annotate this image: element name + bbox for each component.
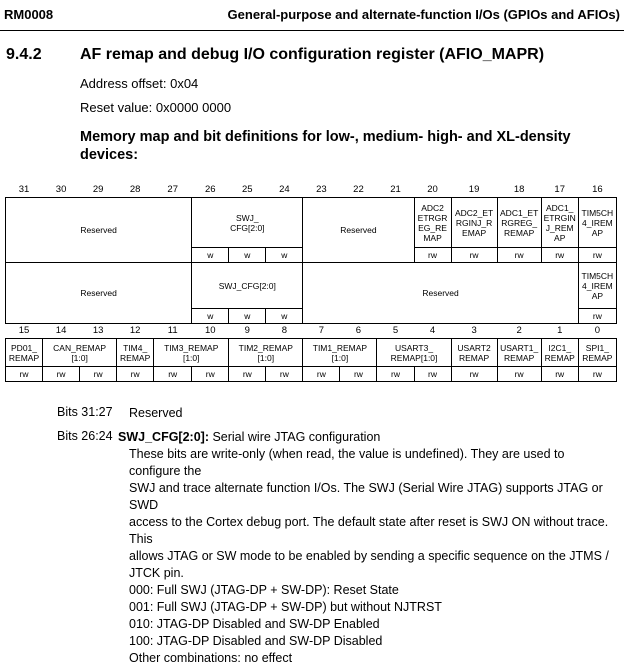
access-rw: rw (266, 367, 303, 382)
field-swj-cfg: SWJ_ CFG[2:0] (192, 198, 303, 248)
bits-26-24-heading (118, 429, 380, 446)
field-spi1-remap: SPI1_ REMAP (578, 339, 616, 367)
access-rw: rw (451, 248, 497, 263)
bit-number: 29 (92, 184, 104, 195)
access-rw: rw (117, 367, 154, 382)
page-header (0, 0, 624, 31)
bit-number: 23 (316, 184, 327, 195)
bit-number: 9 (244, 325, 250, 336)
bit-number: 8 (281, 325, 287, 336)
document-id: RM0008 (4, 7, 54, 22)
field-adc2-etrginj-remap: ADC2_ET RGINJ_R EMAP (451, 198, 497, 248)
chapter-title: General-purpose and alternate-function I/Os (GPIOs and AFIOs) (227, 7, 620, 22)
bit-number: 25 (242, 184, 253, 195)
access-rw: rw (414, 248, 451, 263)
field-adc1-etrgreg-remap: ADC1_ET RGREG_ REMAP (497, 198, 541, 248)
field-swj-cfg: SWJ_CFG[2:0] (192, 263, 303, 309)
field-adc1-etrginj-remap: ADC1_ ETRGIN J_REM AP (541, 198, 578, 248)
bit-number: 0 (594, 325, 601, 336)
bit-number: 18 (513, 184, 525, 195)
bit-number: 20 (427, 184, 438, 195)
access-rw: rw (303, 367, 340, 382)
field-usart1-remap: USART1_ REMAP (497, 339, 541, 367)
section-number: 9.4.2 (6, 46, 42, 63)
access-rw: rw (578, 309, 616, 324)
access-row (6, 367, 617, 382)
bit-number: 21 (390, 184, 401, 195)
field-can-remap: CAN_REMAP [1:0] (43, 339, 117, 367)
field-reserved: Reserved (303, 198, 414, 263)
address-offset: Address offset: 0x04 (80, 76, 199, 91)
bit-number: 28 (129, 184, 141, 195)
access-rw: rw (43, 367, 80, 382)
bits-31-27-label: Bits 31:27 (57, 405, 113, 419)
bit-number: 14 (55, 325, 67, 336)
access-rw: rw (451, 367, 497, 382)
access-w: w (266, 309, 303, 324)
field-tim1-remap: TIM1_REMAP [1:0] (303, 339, 377, 367)
description-line: 010: JTAG-DP Disabled and SW-DP Enabled (129, 617, 380, 631)
access-rw: rw (229, 367, 266, 382)
alt-field-row (6, 263, 617, 309)
access-rw: rw (414, 367, 451, 382)
field-tim3-remap: TIM3_REMAP [1:0] (154, 339, 229, 367)
field-name: SWJ_CFG[2:0]: (118, 430, 209, 444)
description-line: 001: Full SWJ (JTAG-DP + SW-DP) but without NJTRST (129, 600, 442, 614)
field-tim5ch4-iremap: TIM5CH 4_IREM AP (578, 263, 616, 309)
bit-number: 4 (429, 325, 436, 336)
bit-number: 7 (318, 325, 325, 336)
field-usart3-remap: USART3_ REMAP[1:0] (377, 339, 451, 367)
field-adc2-etrgreg-remap: ADC2 ETRGR EG_RE MAP (414, 198, 451, 248)
access-w: w (266, 248, 303, 263)
field-reserved: Reserved (303, 263, 578, 324)
description-line: 000: Full SWJ (JTAG-DP + SW-DP): Reset State (129, 583, 399, 597)
bit-number: 1 (557, 325, 563, 336)
description-line: Other combinations: no effect (129, 651, 293, 665)
access-rw: rw (80, 367, 117, 382)
field-reserved: Reserved (6, 263, 192, 324)
field-title: Serial wire JTAG configuration (208, 430, 381, 444)
bit-number: 17 (554, 184, 565, 195)
bit-number: 27 (167, 184, 178, 195)
description-line: access to the Cortex debug port. The default state after reset is SWJ ON without trace. This (129, 515, 609, 546)
access-rw: rw (6, 367, 43, 382)
bit-number-row (6, 324, 617, 339)
field-reserved: Reserved (6, 198, 192, 263)
bit-number: 12 (129, 325, 141, 336)
bit-number: 15 (18, 325, 30, 336)
field-tim2-remap: TIM2_REMAP [1:0] (229, 339, 303, 367)
field-pd01-remap: PD01_ REMAP (6, 339, 43, 367)
section-title: AF remap and debug I/O configuration register (AFIO_MAPR) (80, 46, 545, 63)
bit-number: 3 (471, 325, 477, 336)
field-i2c1-remap: I2C1_ REMAP (541, 339, 578, 367)
field-row (6, 339, 617, 367)
field-row (6, 198, 617, 248)
bit-number: 6 (355, 325, 362, 336)
description-line: SWJ and trace alternate function I/Os. The SWJ (Serial Wire JTAG) supports JTAG or SWD (129, 481, 603, 512)
bit-number: 26 (204, 184, 216, 195)
access-w: w (192, 248, 229, 263)
access-rw: rw (154, 367, 192, 382)
bit-number: 24 (279, 184, 290, 195)
bit-number: 10 (204, 325, 216, 336)
access-w: w (192, 309, 229, 324)
description-line: 100: JTAG-DP Disabled and SW-DP Disabled (129, 634, 383, 648)
description-line: JTCK pin. (129, 566, 184, 580)
access-rw: rw (578, 248, 616, 263)
reset-value: Reset value: 0x0000 0000 (80, 100, 232, 115)
bit-number: 11 (167, 325, 178, 336)
bits-31-27-text: Reserved (129, 406, 183, 420)
description-line: These bits are write-only (when read, the value is undefined). They are used to configure the (129, 447, 565, 478)
register-table-upper (5, 183, 617, 382)
memory-map-title: Memory map and bit definitions for low-, medium- high- and XL-density devices: (80, 129, 571, 163)
bit-number-row (6, 183, 617, 198)
bit-number: 22 (353, 184, 364, 195)
field-tim4-remap: TIM4_ REMAP (117, 339, 154, 367)
bit-number: 31 (18, 184, 30, 195)
access-rw: rw (541, 367, 578, 382)
access-rw: rw (340, 367, 377, 382)
bit-number: 30 (55, 184, 67, 195)
access-w: w (229, 248, 266, 263)
bit-number: 19 (468, 184, 480, 195)
access-rw: rw (192, 367, 229, 382)
bits-26-24-description (129, 446, 619, 667)
access-rw: rw (497, 248, 541, 263)
access-rw: rw (578, 367, 616, 382)
bit-number: 13 (92, 325, 104, 336)
bit-number: 5 (392, 325, 399, 336)
bits-26-24-label: Bits 26:24 (57, 429, 113, 443)
field-tim5ch4-iremap: TIM5CH 4_IREM AP (578, 198, 616, 248)
bit-number: 16 (592, 184, 603, 195)
bit-number: 2 (516, 325, 522, 336)
access-w: w (229, 309, 266, 324)
access-rw: rw (377, 367, 414, 382)
description-line: allows JTAG or SW mode to be enabled by sending a specific sequence on the JTMS / (129, 549, 609, 563)
field-usart2-remap: USART2 REMAP (451, 339, 497, 367)
access-rw: rw (541, 248, 578, 263)
access-rw: rw (497, 367, 541, 382)
